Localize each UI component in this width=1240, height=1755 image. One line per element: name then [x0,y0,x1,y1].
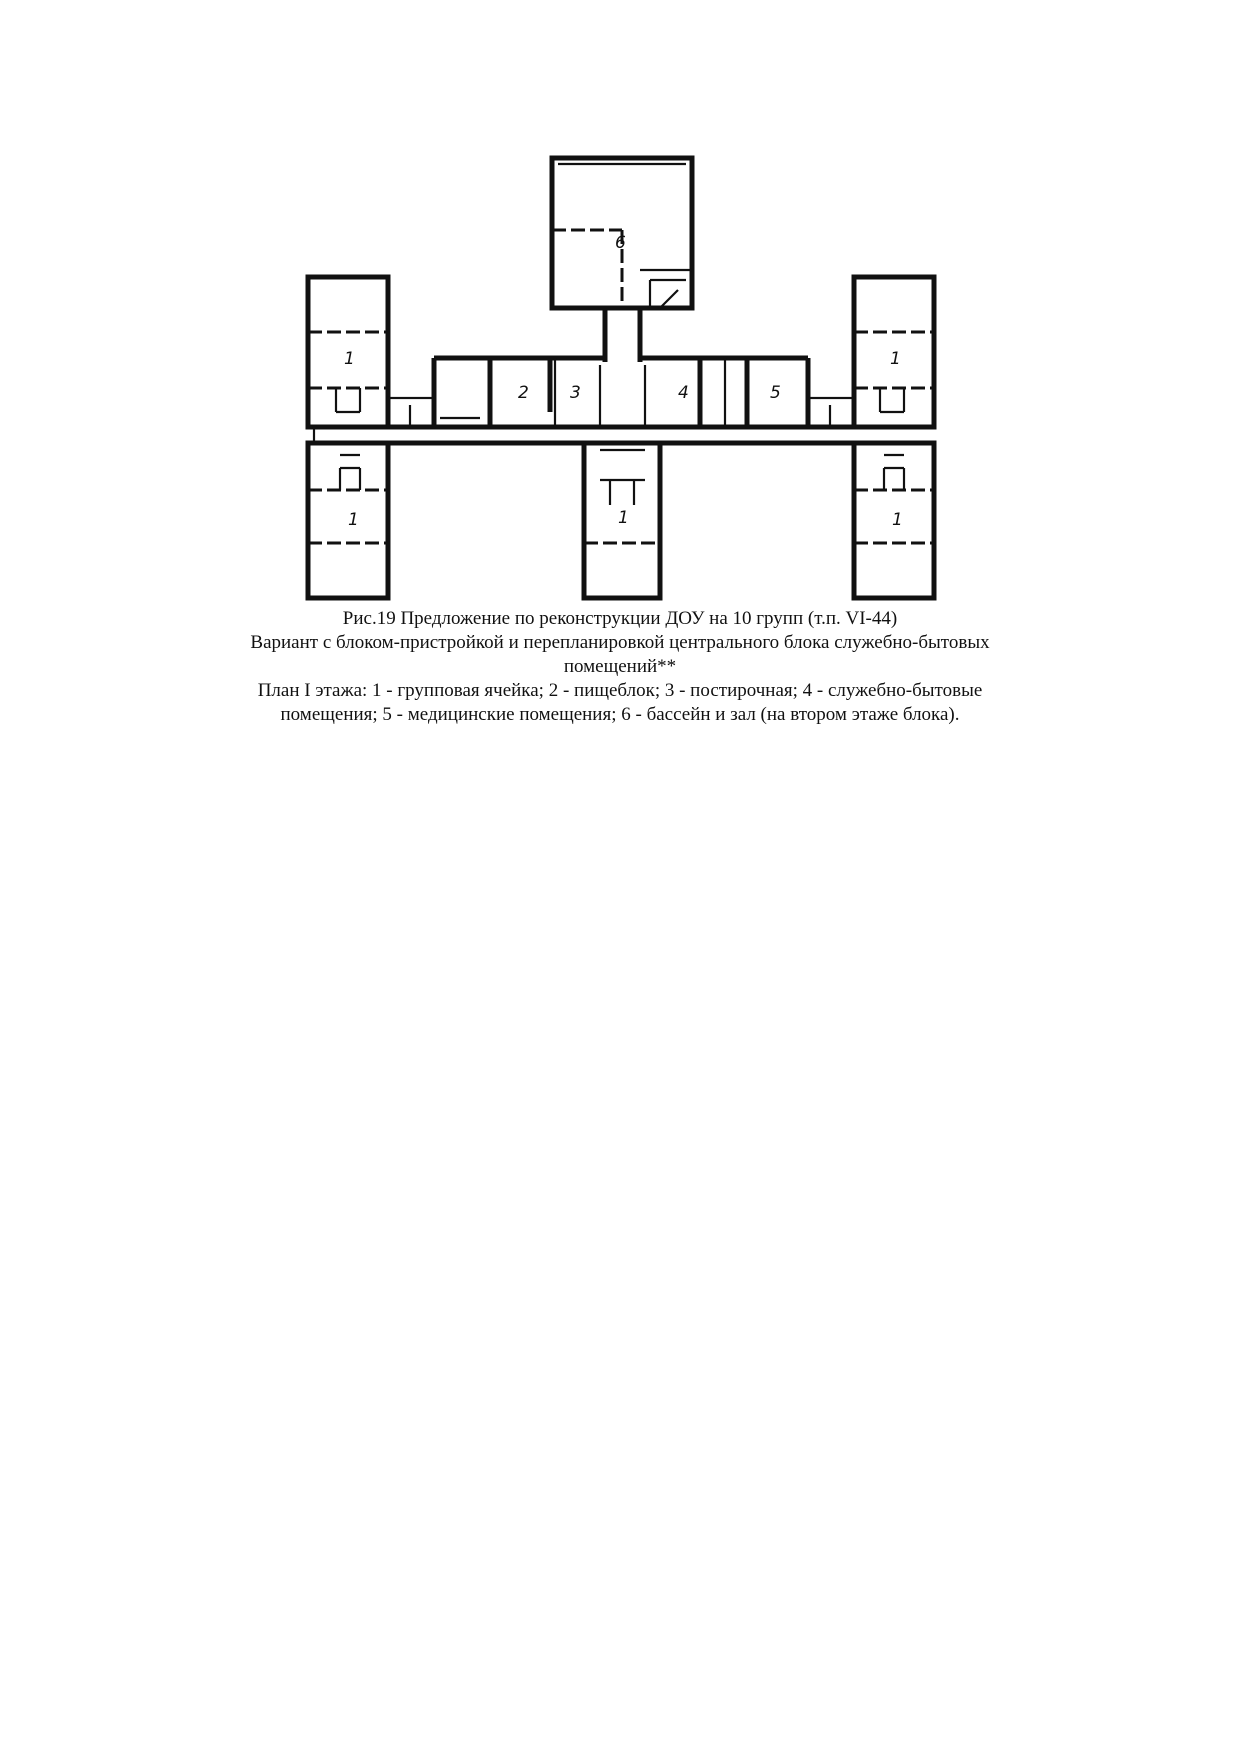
room-label-3: 3 [570,383,581,403]
room-label-6: 6 [615,233,626,253]
room-label-1-right-top: 1 [890,349,901,369]
floor-plan-figure [300,150,950,606]
caption-line-2: Вариант с блоком-пристройкой и перепланировкой центрального блока служебно-бытовых [250,632,990,653]
room-label-1-right-bottom: 1 [892,510,903,530]
room-label-1-left-bottom: 1 [348,510,359,530]
figure-caption [215,607,1025,727]
room-label-1-left-top: 1 [344,349,355,369]
room-label-1-center-bottom: 1 [618,508,629,528]
caption-line-5: помещения; 5 - медицинские помещения; 6 - бассейн и зал (на втором этаже блока). [280,704,960,725]
floor-plan-drawing [300,150,950,606]
room-label-4: 4 [678,383,689,403]
caption-line-4: План I этажа: 1 - групповая ячейка; 2 - пищеблок; 3 - постирочная; 4 - служебно-бытовые [257,680,983,701]
caption-line-1: Рис.19 Предложение по реконструкции ДОУ на 10 групп (т.п. VI-44) [342,608,898,629]
room-label-5: 5 [770,383,781,403]
caption-line-3: помещений** [563,656,677,677]
central-corridor [388,398,854,443]
service-block [434,358,808,427]
room-label-2: 2 [518,383,529,403]
block-6-pool-hall [552,158,692,362]
